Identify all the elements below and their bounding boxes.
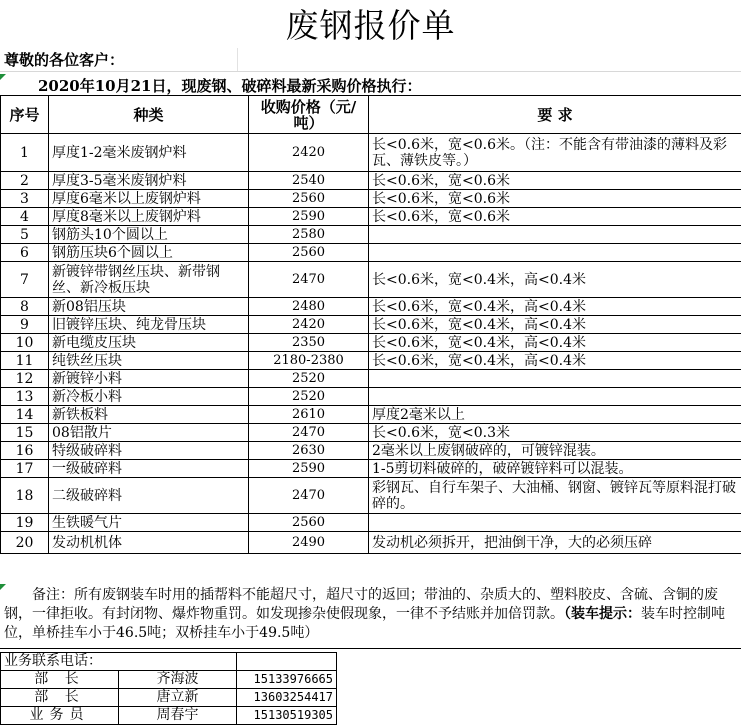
cell-no: 2 <box>1 172 49 190</box>
contact-name: 周春宇 <box>119 707 237 725</box>
contact-phone: 15130519305 <box>237 707 337 725</box>
cell-requirement: 长<0.6米，宽<0.6米 <box>369 172 741 190</box>
cell-price: 2520 <box>249 388 369 406</box>
cell-price: 2490 <box>249 532 369 554</box>
cell-type: 新镀锌带钢丝压块、新带钢丝、新冷板压块 <box>49 262 249 298</box>
cell-requirement <box>369 388 741 406</box>
contact-name: 齐海波 <box>119 671 237 689</box>
cell-type: 新08铝压块 <box>49 298 249 316</box>
table-row <box>1 298 741 316</box>
loading-tip-label: （装车提示： <box>564 606 641 622</box>
cell-price: 2540 <box>249 172 369 190</box>
table-row <box>1 370 741 388</box>
cell-requirement: 长<0.6米，宽<0.6米 <box>369 190 741 208</box>
cell-price: 2480 <box>249 298 369 316</box>
remark <box>0 584 741 645</box>
price-table <box>0 95 741 554</box>
cell-no: 17 <box>1 460 49 478</box>
contact-role: 业务员 <box>1 707 119 725</box>
header-no: 序号 <box>1 96 49 134</box>
cell-requirement: 长<0.6米，宽<0.6米 <box>369 208 741 226</box>
cell-no: 14 <box>1 406 49 424</box>
cell-no: 5 <box>1 226 49 244</box>
table-row <box>1 442 741 460</box>
contact-table <box>0 652 337 725</box>
cell-type: 生铁暖气片 <box>49 514 249 532</box>
table-row <box>1 190 741 208</box>
contact-phone: 15133976665 <box>237 671 337 689</box>
cell-price: 2560 <box>249 190 369 208</box>
cell-requirement <box>369 370 741 388</box>
cell-price: 2560 <box>249 514 369 532</box>
loading-tip-text: 装车时控制吨位，单桥挂车小于46.5吨；双桥挂车小于49.5吨） <box>4 606 725 641</box>
contact-role: 部 长 <box>1 689 119 707</box>
cell-requirement: 发动机必须拆开，把油倒干净，大的必须压碎 <box>369 532 741 554</box>
cell-no: 18 <box>1 478 49 514</box>
contact-name: 唐立新 <box>119 689 237 707</box>
cell-price: 2560 <box>249 244 369 262</box>
contact-heading: 业务联系电话： <box>1 653 237 671</box>
cell-requirement: 厚度2毫米以上 <box>369 406 741 424</box>
cell-price: 2630 <box>249 442 369 460</box>
cell-no: 10 <box>1 334 49 352</box>
cell-type: 钢筋压块6个圆以上 <box>49 244 249 262</box>
table-row <box>1 460 741 478</box>
cell-price: 2520 <box>249 370 369 388</box>
cell-requirement: 长<0.6米，宽<0.4米，高<0.4米 <box>369 334 741 352</box>
cell-price: 2180-2380 <box>249 352 369 370</box>
cell-no: 1 <box>1 134 49 172</box>
cell-type: 厚度8毫米以上废钢炉料 <box>49 208 249 226</box>
cell-type: 厚度6毫米以上废钢炉料 <box>49 190 249 208</box>
contact-row <box>1 689 337 707</box>
cell-divider <box>237 48 238 71</box>
cell-price: 2470 <box>249 262 369 298</box>
table-row <box>1 316 741 334</box>
cell-price: 2350 <box>249 334 369 352</box>
header-price: 收购价格（元/吨） <box>249 96 369 134</box>
table-row <box>1 352 741 370</box>
cell-requirement: 长<0.6米，宽<0.4米，高<0.4米 <box>369 316 741 334</box>
cell-no: 8 <box>1 298 49 316</box>
cell-type: 新冷板小料 <box>49 388 249 406</box>
cell-requirement: 长<0.6米，宽<0.4米，高<0.4米 <box>369 352 741 370</box>
cell-type: 08铝散片 <box>49 424 249 442</box>
cell-type: 新镀锌小料 <box>49 370 249 388</box>
cell-type: 厚度1-2毫米废钢炉料 <box>49 134 249 172</box>
cell-requirement <box>369 244 741 262</box>
cell-requirement: 彩钢瓦、自行车架子、大油桶、钢窗、镀锌瓦等原料混打破碎的。 <box>369 478 741 514</box>
contact-heading-row <box>1 653 337 671</box>
cell-requirement <box>369 226 741 244</box>
table-row <box>1 172 741 190</box>
table-row <box>1 514 741 532</box>
table-row <box>1 226 741 244</box>
cell-price: 2470 <box>249 424 369 442</box>
row-divider <box>0 71 741 72</box>
table-row <box>1 244 741 262</box>
cell-type: 钢筋头10个圆以上 <box>49 226 249 244</box>
cell-no: 12 <box>1 370 49 388</box>
table-row <box>1 478 741 514</box>
cell-no: 20 <box>1 532 49 554</box>
table-row <box>1 262 741 298</box>
cell-requirement: 长<0.6米，宽<0.4米，高<0.4米 <box>369 262 741 298</box>
table-row <box>1 334 741 352</box>
cell-type: 厚度3-5毫米废钢炉料 <box>49 172 249 190</box>
cell-requirement: 长<0.6米，宽<0.4米，高<0.4米 <box>369 298 741 316</box>
cell-type: 一级破碎料 <box>49 460 249 478</box>
table-row <box>1 424 741 442</box>
cell-requirement: 长<0.6米，宽<0.6米。（注：不能含有带油漆的薄料及彩瓦、薄铁皮等。） <box>369 134 741 172</box>
cell-no: 6 <box>1 244 49 262</box>
cell-no: 9 <box>1 316 49 334</box>
cell-type: 发动机机体 <box>49 532 249 554</box>
cell-no: 13 <box>1 388 49 406</box>
table-row <box>1 532 741 554</box>
table-row <box>1 208 741 226</box>
cell-type: 特级破碎料 <box>49 442 249 460</box>
table-row <box>1 134 741 172</box>
cell-type: 纯铁丝压块 <box>49 352 249 370</box>
cell-price: 2590 <box>249 208 369 226</box>
cell-requirement: 1-5剪切料破碎的，破碎镀锌料可以混装。 <box>369 460 741 478</box>
cell-type: 新铁板料 <box>49 406 249 424</box>
cell-no: 7 <box>1 262 49 298</box>
remark-text: 备注：所有废钢装车时用的插帮料不能超尺寸，超尺寸的返回；带油的、杂质大的、塑料胶皮、含硫、含铜的废钢，一律拒收。有封闭物、爆炸物重罚。如发现掺杂使假现象，一律不予结账并加倍罚款。 <box>4 587 718 622</box>
contact-row <box>1 707 337 725</box>
cell-requirement: 长<0.6米，宽<0.3米 <box>369 424 741 442</box>
cell-no: 19 <box>1 514 49 532</box>
table-header-row <box>1 96 741 134</box>
cell-requirement: 2毫米以上废钢破碎的，可镀锌混装。 <box>369 442 741 460</box>
cell-no: 11 <box>1 352 49 370</box>
cell-type: 新电缆皮压块 <box>49 334 249 352</box>
cell-price: 2590 <box>249 460 369 478</box>
cell-no: 15 <box>1 424 49 442</box>
cell-no: 3 <box>1 190 49 208</box>
cell-price: 2580 <box>249 226 369 244</box>
contact-role: 部 长 <box>1 671 119 689</box>
table-row <box>1 406 741 424</box>
cell-requirement <box>369 514 741 532</box>
page-title: 废钢报价单 <box>285 6 456 45</box>
contact-row <box>1 671 337 689</box>
row-divider <box>0 648 741 649</box>
cell-price: 2610 <box>249 406 369 424</box>
cell-no: 16 <box>1 442 49 460</box>
greeting: 尊敬的各位客户： <box>4 51 125 69</box>
header-requirement: 要 求 <box>369 96 741 134</box>
header-type: 种类 <box>49 96 249 134</box>
cell-price: 2470 <box>249 478 369 514</box>
table-row <box>1 388 741 406</box>
price-notice: 2020年10月21日，现废钢、破碎料最新采购价格执行： <box>38 77 422 95</box>
comment-marker-icon <box>0 74 6 80</box>
cell-price: 2420 <box>249 134 369 172</box>
cell-price: 2420 <box>249 316 369 334</box>
contact-phone: 13603254417 <box>237 689 337 707</box>
cell-no: 4 <box>1 208 49 226</box>
cell-type: 旧镀锌压块、纯龙骨压块 <box>49 316 249 334</box>
empty-cell <box>237 653 337 671</box>
cell-type: 二级破碎料 <box>49 478 249 514</box>
